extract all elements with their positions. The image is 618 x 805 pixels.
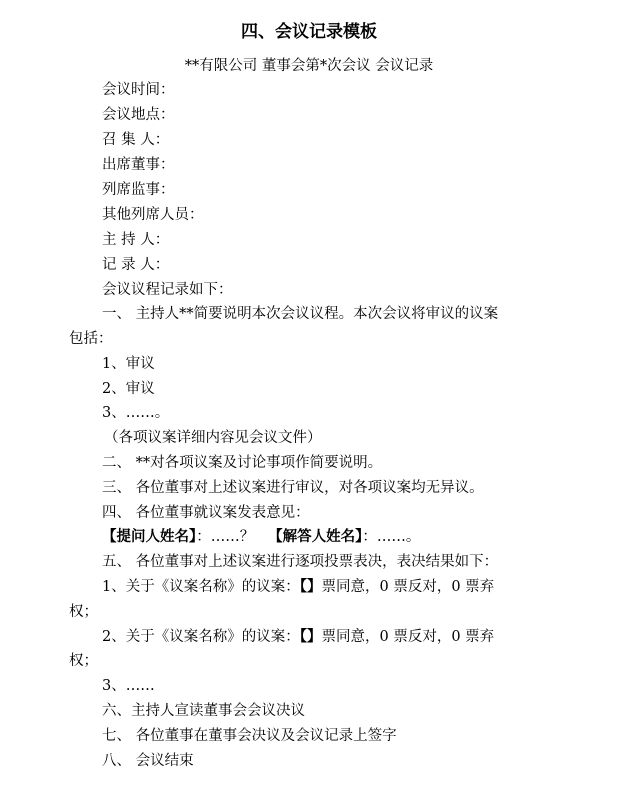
agenda-item-1-line-2: 包括： <box>69 331 113 347</box>
document-title: 四、会议记录模板 <box>241 22 377 42</box>
agenda-item-2: 二、 **对各项议案及讨论事项作简要说明。 <box>102 455 383 471</box>
field-attending-directors: 出席董事： <box>102 157 175 173</box>
vote-result-2 <box>102 627 494 647</box>
vote-2-result: 票同意，0 票反对，0 票弃 <box>321 629 495 645</box>
field-meeting-location: 会议地点： <box>102 107 175 123</box>
agenda-item-6: 六、主持人宣读董事会会议决议 <box>102 703 305 719</box>
proposal-item-3: 3、……。 <box>102 405 170 421</box>
answerer-text: ：……。 <box>362 529 421 545</box>
proposal-item-1: 1、审议 <box>102 356 155 372</box>
asker-text: ：……？ <box>196 529 255 545</box>
vote-1-result: 票同意，0 票反对，0 票弃 <box>321 579 495 595</box>
agenda-item-8: 八、 会议结束 <box>102 753 194 769</box>
field-host: 主 持 人： <box>102 232 170 248</box>
field-other-attendees: 其他列席人员： <box>102 207 204 223</box>
agenda-item-4: 四、 各位董事就议案发表意见： <box>102 505 310 521</box>
answerer-label: 【解答人姓名】 <box>268 528 363 545</box>
proposal-item-2: 2、审议 <box>102 381 155 397</box>
agenda-item-3: 三、 各位董事对上述议案进行审议，对各项议案均无异议。 <box>102 480 484 496</box>
field-attending-supervisors: 列席监事： <box>102 182 175 198</box>
field-convener: 召 集 人： <box>102 132 170 148</box>
question-answer-line <box>102 527 420 547</box>
agenda-item-7: 七、 各位董事在董事会决议及会议记录上签字 <box>102 728 397 744</box>
vote-2-bracket: 【】 <box>299 628 322 645</box>
field-recorder: 记 录 人： <box>102 257 170 273</box>
vote-result-1-wrap: 权； <box>69 604 98 620</box>
vote-2-prefix: 2、关于《议案名称》的议案： <box>102 629 300 645</box>
vote-1-prefix: 1、关于《议案名称》的议案： <box>102 579 300 595</box>
vote-result-1 <box>102 577 494 597</box>
vote-result-2-wrap: 权； <box>69 653 98 669</box>
agenda-intro: 会议议程记录如下： <box>102 282 233 298</box>
asker-label: 【提问人姓名】 <box>102 528 197 545</box>
vote-result-more: 3、…… <box>102 678 155 694</box>
proposal-note: （各项议案详细内容见会议文件） <box>104 430 322 446</box>
agenda-item-1-line-1: 一、 主持人**简要说明本次会议议程。本次会议将审议的议案 <box>102 306 499 322</box>
vote-1-bracket: 【】 <box>299 578 322 595</box>
agenda-item-5: 五、 各位董事对上述议案进行逐项投票表决，表决结果如下： <box>102 554 499 570</box>
field-meeting-time: 会议时间： <box>102 82 175 98</box>
document-subtitle: **有限公司 董事会第*次会议 会议记录 <box>184 58 434 74</box>
